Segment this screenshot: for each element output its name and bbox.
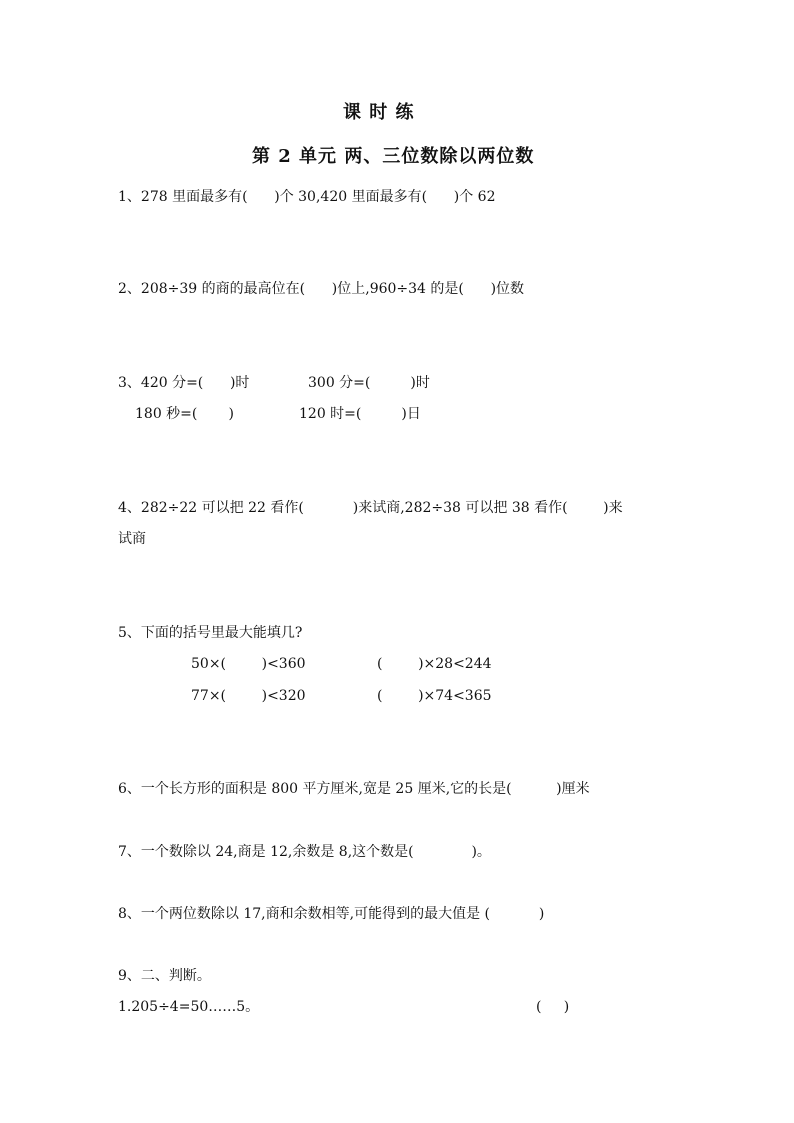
question-4-line2: 试商 bbox=[118, 531, 146, 547]
judgement-answer-bracket: ( ) bbox=[536, 999, 570, 1015]
question-5-row2-right: ( )×74<365 bbox=[377, 688, 492, 704]
question-5-prompt: 5、下面的括号里最大能填几? bbox=[118, 625, 303, 641]
question-4-line1: 4、282÷22 可以把 22 看作( )来试商,282÷38 可以把 38 看作( )来 bbox=[118, 500, 623, 516]
question-1: 1、278 里面最多有( )个 30,420 里面最多有( )个 62 bbox=[118, 189, 496, 205]
question-9-heading: 9、二、判断。 bbox=[118, 968, 211, 984]
question-5-row1-left: 50×( )<360 bbox=[191, 656, 306, 672]
page-title: 课 时 练 bbox=[343, 102, 415, 123]
question-3-line1-part1: 3、420 分=( )时 bbox=[118, 375, 250, 391]
judgement-item-1: 1.205÷4=50……5。 bbox=[118, 999, 260, 1015]
question-5-row2-left: 77×( )<320 bbox=[191, 688, 306, 704]
question-3-line1-part2: 300 分=( )时 bbox=[308, 375, 430, 391]
unit-subtitle: 第 2 单元 两、三位数除以两位数 bbox=[252, 146, 535, 167]
question-2: 2、208÷39 的商的最高位在( )位上,960÷34 的是( )位数 bbox=[118, 281, 525, 297]
question-7: 7、一个数除以 24,商是 12,余数是 8,这个数是( )。 bbox=[118, 844, 491, 860]
question-8: 8、一个两位数除以 17,商和余数相等,可能得到的最大值是 ( ) bbox=[118, 906, 545, 922]
question-3-line2-part2: 120 时=( )日 bbox=[299, 406, 421, 422]
question-6: 6、一个长方形的面积是 800 平方厘米,宽是 25 厘米,它的长是( )厘米 bbox=[118, 781, 590, 797]
question-3-line2-part1: 180 秒=( ) bbox=[135, 406, 234, 422]
question-5-row1-right: ( )×28<244 bbox=[377, 656, 492, 672]
